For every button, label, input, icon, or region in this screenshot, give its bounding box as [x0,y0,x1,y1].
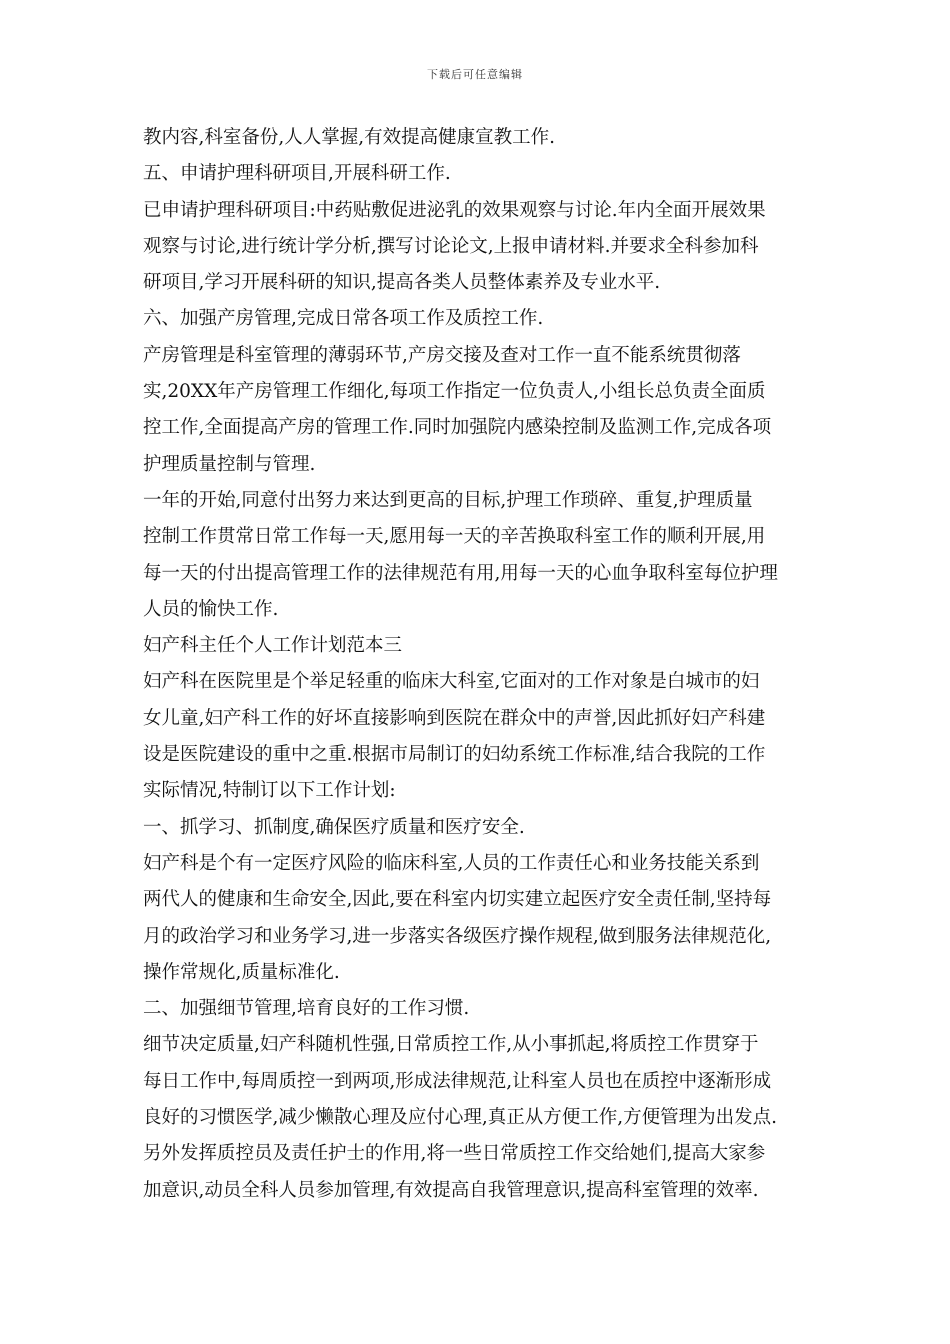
text-line: 一年的开始,同意付出努力来达到更高的目标,护理工作琐碎、重复,护理质量 [143,489,753,511]
document-body [143,120,813,1209]
text-line: 加意识,动员全科人员参加管理,有效提高自我管理意识,提高科室管理的效率. [143,1179,759,1201]
text-line: 女儿童,妇产科工作的好坏直接影响到医院在群众中的声誉,因此抓好妇产科建 [143,707,766,729]
text-line: 实,20XX年产房管理工作细化,每项工作指定一位负责人,小组长总负责全面质 [143,381,766,403]
text-line: 控工作,全面提高产房的管理工作.同时加强院内感染控制及监测工作,完成各项 [143,417,772,439]
text-line: 护理质量控制与管理. [143,453,316,475]
text-line: 每日工作中,每周质控一到两项,形成法律规范,让科室人员也在质控中逐渐形成 [143,1070,772,1092]
text-line: 教内容,科室备份,人人掌握,有效提高健康宣教工作. [143,127,556,148]
document-subtitle: 妇产科主任个人工作计划范本三 [143,635,403,657]
section-heading: 六、加强产房管理,完成日常各项工作及质控工作. [143,308,544,330]
text-line: 控制工作贯常日常工作每一天,愿用每一天的辛苦换取科室工作的顺利开展,用 [143,526,766,548]
page-header: 下载后可任意编辑 [427,68,523,81]
text-line: 妇产科是个有一定医疗风险的临床科室,人员的工作责任心和业务技能关系到 [143,852,760,874]
text-line: 产房管理是科室管理的薄弱环节,产房交接及查对工作一直不能系统贯彻落 [143,344,741,366]
text-line: 观察与讨论,进行统计学分析,撰写讨论论文,上报申请材料.并要求全科参加科 [143,235,759,257]
text-line: 良好的习惯医学,减少懒散心理及应付心理,真正从方便工作,方便管理为出发点. [143,1107,778,1129]
text-line: 操作常规化,质量标准化. [143,961,340,983]
section-heading: 一、抓学习、抓制度,确保医疗质量和医疗安全. [143,816,525,838]
text-line: 已申请护理科研项目:中药贴敷促进泌乳的效果观察与讨论.年内全面开展效果 [143,199,766,221]
text-line: 设是医院建设的重中之重.根据市局制订的妇幼系统工作标准,结合我院的工作 [143,744,766,766]
text-line: 每一天的付出提高管理工作的法律规范有用,用每一天的心血争取科室每位护理 [143,562,778,584]
text-line: 人员的愉快工作. [143,598,279,620]
text-line: 研项目,学习开展科研的知识,提高各类人员整体素养及专业水平. [143,272,661,294]
text-line: 两代人的健康和生命安全,因此,要在科室内切实建立起医疗安全责任制,坚持每 [143,889,772,911]
text-line: 妇产科在医院里是个举足轻重的临床大科室,它面对的工作对象是白城市的妇 [143,671,760,693]
text-line: 另外发挥质控员及责任护士的作用,将一些日常质控工作交给她们,提高大家参 [143,1143,766,1165]
text-line: 实际情况,特制订以下工作计划: [143,780,396,802]
section-heading: 二、加强细节管理,培育良好的工作习惯. [143,998,470,1020]
section-heading: 五、申请护理科研项目,开展科研工作. [143,163,451,185]
text-line: 细节决定质量,妇产科随机性强,日常质控工作,从小事抓起,将质控工作贯穿于 [143,1034,759,1056]
text-line: 月的政治学习和业务学习,进一步落实各级医疗操作规程,做到服务法律规范化, [143,925,772,947]
